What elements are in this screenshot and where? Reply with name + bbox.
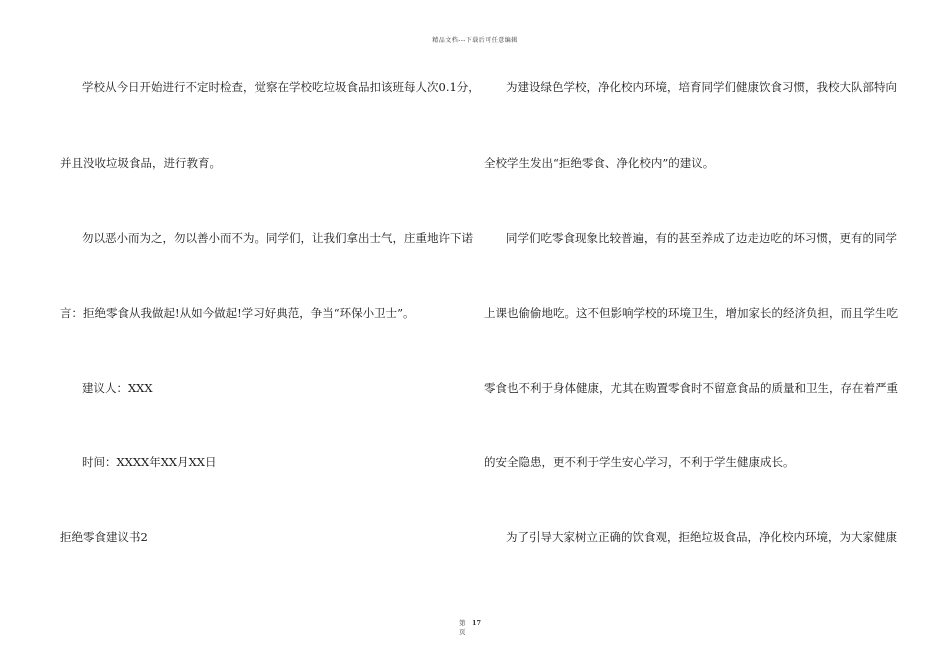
page-label: 第 [459, 619, 466, 627]
proposer-line: 建议人：XXX [82, 381, 153, 395]
right-line-7: 为了引导大家树立正确的饮食观，拒绝垃圾食品，净化校内环境，为大家健康 [506, 530, 897, 544]
right-line-6: 的安全隐患，更不利于学生安心学习，不利于学生健康成长。 [484, 455, 795, 469]
header-note: 精品文档---下载后可任意编辑 [432, 37, 518, 44]
section-title: 拒绝零食建议书2 [60, 530, 148, 544]
right-line-2: 全校学生发出“拒绝零食、净化校内”的建议。 [484, 156, 715, 170]
right-line-4: 上课也偷偷地吃。这不但影响学校的环境卫生，增加家长的经济负担，而且学生吃 [484, 306, 898, 320]
left-line-2: 并且没收垃圾食品，进行教育。 [60, 156, 221, 170]
right-line-5: 零食也不利于身体健康，尤其在购置零食时不留意食品的质量和卫生，存在着严重 [484, 381, 898, 395]
left-line-1: 学校从今日开始进行不定时检查，觉察在学校吃垃圾食品扣该班每人次0.1分， [82, 80, 480, 94]
left-line-4: 言：拒绝零食从我做起!从如今做起!学习好典范，争当“环保小卫士”。 [60, 306, 415, 320]
right-line-3: 同学们吃零食现象比较普遍，有的甚至养成了边走边吃的坏习惯，更有的同学 [506, 231, 897, 245]
right-column [484, 0, 898, 620]
page-suffix: 页 [459, 628, 466, 636]
date-line: 时间：XXXX年XX月XX日 [82, 455, 217, 469]
page-number: 17 [472, 619, 482, 627]
left-line-3: 勿以恶小而为之，勿以善小而不为。同学们，让我们拿出士气，庄重地许下诺 [82, 231, 473, 245]
right-line-1: 为建设绿色学校，净化校内环境，培育同学们健康饮食习惯，我校大队部特向 [506, 80, 897, 94]
